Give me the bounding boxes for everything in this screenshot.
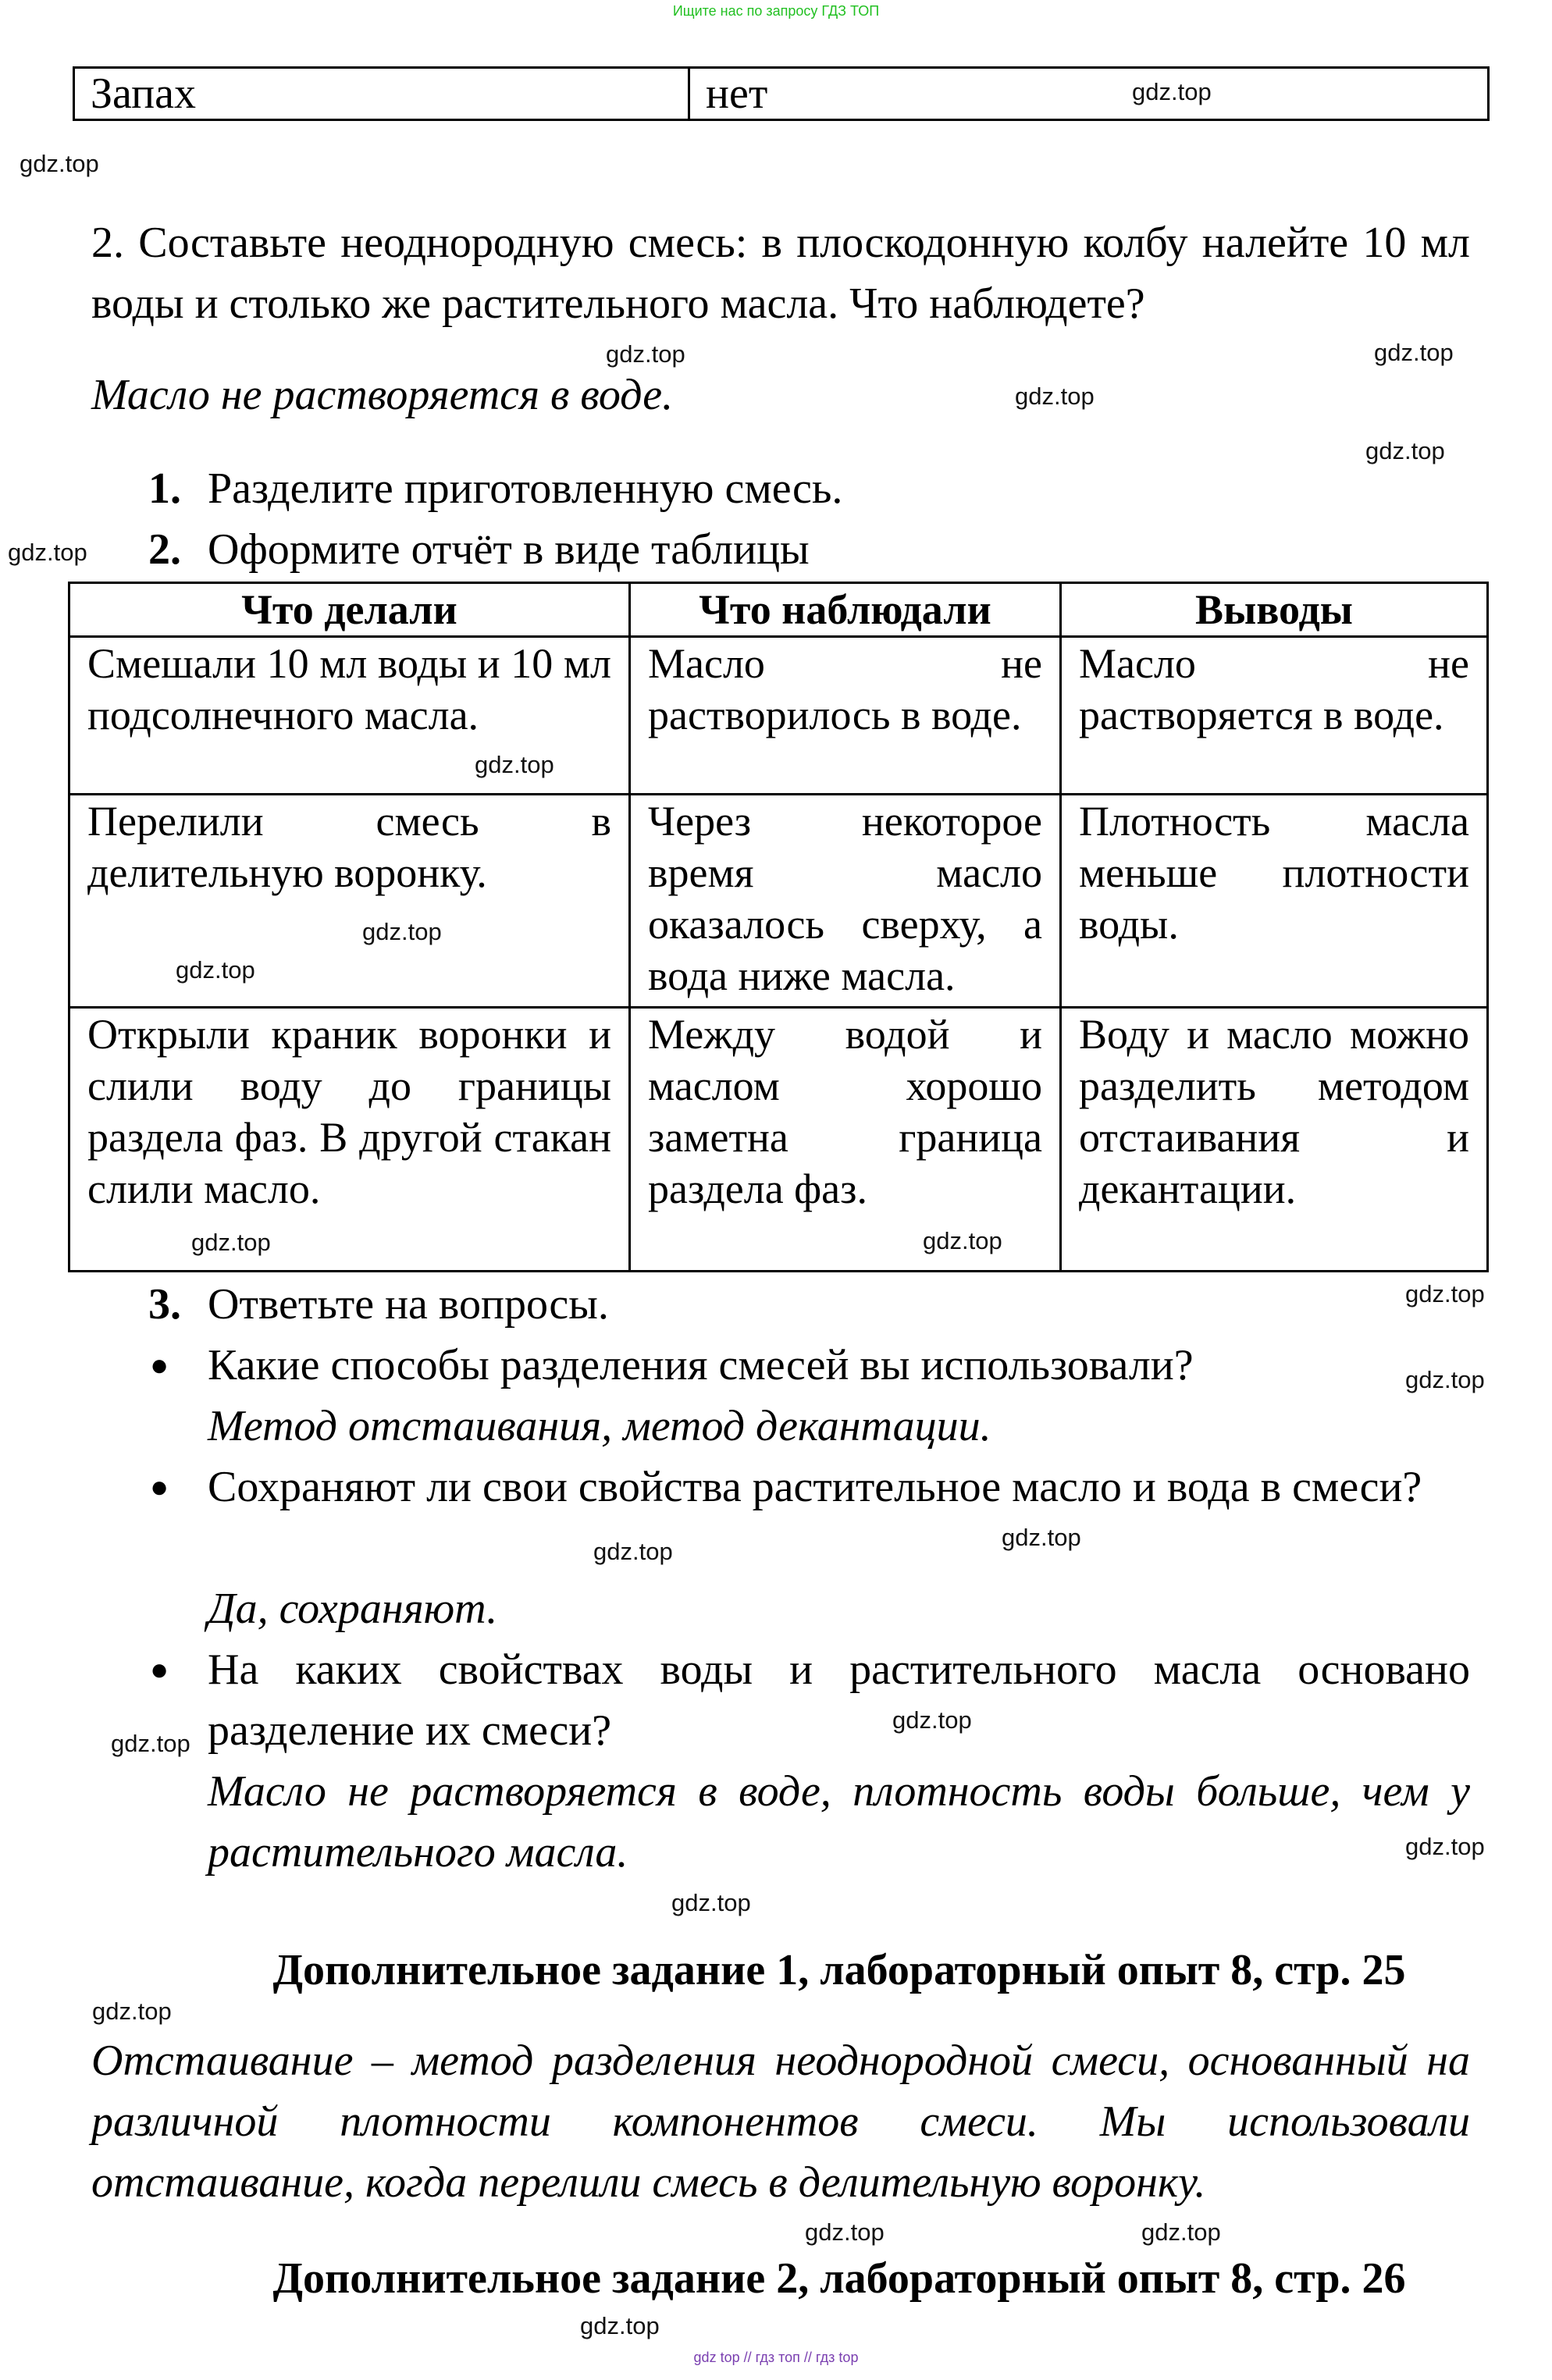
property-table <box>73 66 1490 121</box>
bullet-icon: ● <box>150 1347 169 1382</box>
table-cell: Через некоторое время масло оказалось сверху, а вода ниже масла. <box>630 795 1061 1008</box>
watermark: gdz.top <box>92 1998 172 2025</box>
table-row <box>69 1008 1488 1272</box>
table-cell: Воду и масло можно разделить методом отстаивания и декантации. <box>1061 1008 1488 1272</box>
watermark: gdz.top <box>176 956 255 984</box>
table-cell: Масло не растворилось в воде. <box>630 637 1061 795</box>
footer-links: gdz top // гдз топ // гдз top <box>693 2350 859 2365</box>
step-number: 2. <box>148 525 181 574</box>
step-number: 1. <box>148 464 181 513</box>
watermark: gdz.top <box>671 1889 751 1916</box>
watermark: gdz.top <box>8 539 87 566</box>
answer-text: Метод отстаивания, метод декантации. <box>208 1402 991 1450</box>
watermark: gdz.top <box>1405 1366 1485 1393</box>
column-header: Что наблюдали <box>630 583 1061 637</box>
answer-text: Масло не растворяется в воде, плотность воды больше, чем у растительного масла. <box>208 1767 1470 1877</box>
watermark: gdz.top <box>1002 1524 1081 1551</box>
watermark: gdz.top <box>1015 382 1095 410</box>
property-label: Запах <box>74 68 689 120</box>
bullet-icon: ● <box>150 1652 169 1687</box>
watermark: gdz.top <box>1365 437 1445 464</box>
watermark: gdz.top <box>1405 1833 1485 1860</box>
watermark: gdz.top <box>923 1227 1002 1254</box>
watermark: gdz.top <box>1132 78 1212 105</box>
table-cell: Масло не растворяется в воде. <box>1061 637 1488 795</box>
watermark: gdz.top <box>191 1229 271 1256</box>
watermark: gdz.top <box>892 1706 972 1734</box>
top-note: Ищите нас по запросу ГДЗ ТОП <box>672 3 880 19</box>
table-row <box>69 637 1488 795</box>
extra-task-2-title: Дополнительное задание 2, лабораторный опыт 8, стр. 26 <box>272 2254 1406 2303</box>
extra-task-1-text: Отстаивание – метод разделения неоднородной смеси, основанный на различной плотности компонентов смеси. Мы использовали отстаивание, когда перелили смесь в делительную воронку. <box>91 2037 1470 2207</box>
watermark: gdz.top <box>593 1538 673 1565</box>
watermark: gdz.top <box>805 2218 885 2246</box>
table-header-row <box>69 583 1488 637</box>
task2-answer: Масло не растворяется в воде. <box>91 371 674 419</box>
table-cell: Перелили смесь в делительную воронку. <box>69 795 630 1008</box>
watermark: gdz.top <box>111 1730 190 1757</box>
watermark: gdz.top <box>1405 1280 1485 1307</box>
question-text: Сохраняют ли свои свойства растительное масло и вода в смеси? <box>208 1463 1422 1511</box>
watermark: gdz.top <box>1374 339 1454 366</box>
table-cell: Между водой и маслом хорошо заметна граница раздела фаз. <box>630 1008 1061 1272</box>
question-text: Какие способы разделения смесей вы использовали? <box>208 1341 1194 1389</box>
table-cell: Плотность масла меньше плотности воды. <box>1061 795 1488 1008</box>
watermark: gdz.top <box>475 751 554 778</box>
column-header: Выводы <box>1061 583 1488 637</box>
task2-text: 2. Составьте неоднородную смесь: в плоскодонную колбу налейте 10 мл воды и столько же растительного масла. Что наблюдете? <box>91 219 1470 328</box>
question-text: На каких свойствах воды и растительного масла основано разделение их смеси? <box>208 1645 1470 1755</box>
watermark: gdz.top <box>1141 2218 1221 2246</box>
column-header: Что делали <box>69 583 630 637</box>
watermark: gdz.top <box>362 918 442 945</box>
bullet-icon: ● <box>150 1469 169 1504</box>
table-row <box>74 68 1489 120</box>
step-text: Ответьте на вопросы. <box>208 1280 609 1329</box>
watermark: gdz.top <box>580 2312 660 2339</box>
step-text: Разделите приготовленную смесь. <box>208 464 843 513</box>
step-text: Оформите отчёт в виде таблицы <box>208 525 810 574</box>
table-cell: Открыли краник воронки и слили воду до границы раздела фаз. В другой стакан слили масло. <box>69 1008 630 1272</box>
property-value: нет <box>689 68 1489 120</box>
table-row <box>69 795 1488 1008</box>
watermark: gdz.top <box>20 150 99 177</box>
watermark: gdz.top <box>606 340 685 368</box>
step-number: 3. <box>148 1280 181 1329</box>
table-cell: Смешали 10 мл воды и 10 мл подсолнечного масла. <box>69 637 630 795</box>
answer-text: Да, сохраняют. <box>208 1585 498 1633</box>
report-table <box>68 582 1489 1272</box>
extra-task-1-title: Дополнительное задание 1, лабораторный опыт 8, стр. 25 <box>272 1946 1406 1994</box>
